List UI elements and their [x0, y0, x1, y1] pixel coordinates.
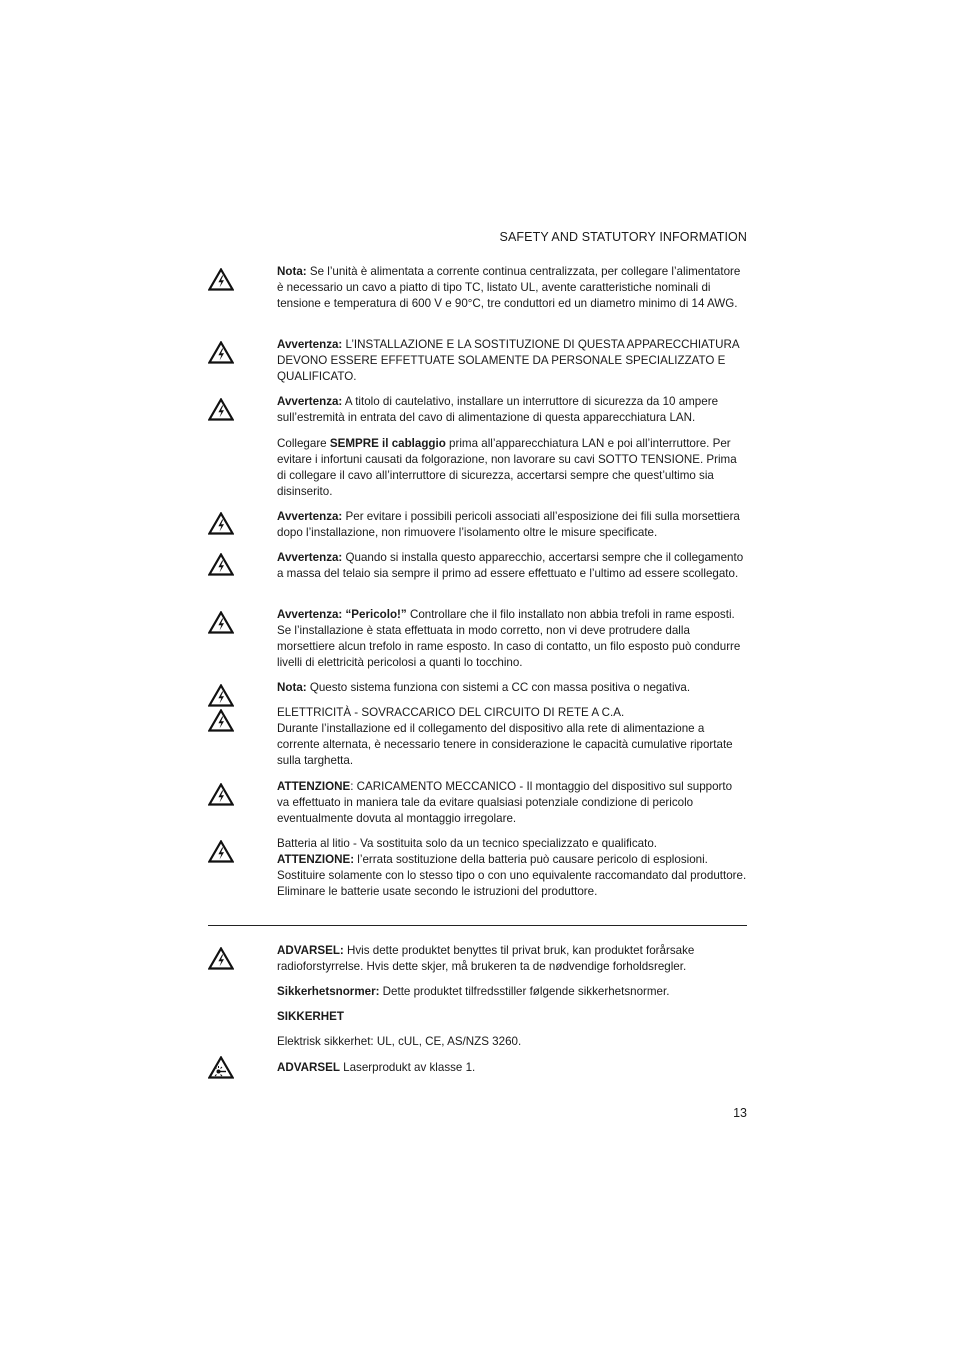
notice-text: Dette produktet tilfredsstiller følgende sikkerhetsnormer.: [379, 985, 670, 998]
notice-label: ADVARSEL:: [277, 944, 344, 957]
notice-label: ATTENZIONE: [277, 780, 351, 793]
section-divider: [208, 925, 747, 926]
notice-text: : CARICAMENTO MECCANICO - Il montaggio del dispositivo sul supporto va effettuato in maniera tale da evitare qualsiasi potenziale condizione di pericolo eventualmente dovuta al montaggio irregolare.: [277, 780, 733, 826]
notice-text: Laserprodukt av klasse 1.: [339, 1061, 476, 1074]
safety-notice: [277, 607, 747, 671]
notice-label: SEMPRE il cablaggio: [329, 437, 446, 450]
warning-triangle-icon: [208, 398, 234, 421]
warning-triangle-icon: [208, 684, 234, 707]
safety-notice: [277, 1060, 747, 1076]
notice-text: Se l’unità è alimentata a corrente continua centralizzata, per collegare l’alimentatore è necessario un cavo a piatto di tipo TC, listato UL, avente caratteristiche nominali di tensione e temperatura di 600 V e 90°C, tre conduttori ed un diametro minimo di 14 AWG.: [277, 265, 741, 311]
warning-triangle-icon: [208, 341, 234, 364]
safety-notice: [277, 394, 747, 426]
notice-text: L’INSTALLAZIONE E LA SOSTITUZIONE DI QUESTA APPARECCHIATURA DEVONO ESSERE EFFETTUATE SOLAMENTE DA PERSONALE SPECIALIZZATO E QUALIFICATO.: [277, 338, 739, 384]
notice-text: Per evitare i possibili pericoli associati all’esposizione dei fili sulla morsettiera dopo l’installazione, non rimuovere l’isolamento oltre le misure specificate.: [277, 510, 740, 540]
notice-label: Avvertenza:: [277, 395, 343, 408]
safety-notice: [277, 943, 747, 975]
notice-text: Batteria al litio - Va sostituita solo da un tecnico specializzato e qualificato.: [277, 837, 658, 850]
notice-text: prima all’apparecchiatura LAN e poi all’interruttore. Per evitare i infortuni causati da folgorazione, non lavorare su cavi SOTTO TENSIONE. Prima di collegare il cavo all’interruttore di sicurezza, accertarsi sempre che quest’ultimo sia disinserito.: [277, 437, 737, 499]
notice-label: Avvertenza:: [277, 510, 343, 523]
notice-label: Avvertenza:: [277, 551, 343, 564]
notice-label: Sikkerhetsnormer:: [277, 985, 380, 998]
safety-notice: [277, 337, 747, 385]
notice-text: A titolo di cautelativo, installare un interruttore di sicurezza da 10 ampere sull’estremità in entrata del cavo di alimentazione di questa apparecchiatura LAN.: [277, 395, 719, 425]
safety-notice: [277, 1034, 747, 1050]
safety-notice: [277, 705, 747, 769]
warning-triangle-icon: [208, 268, 234, 291]
warning-triangle-icon: [208, 783, 234, 806]
warning-triangle-icon: [208, 553, 234, 576]
safety-notice: [277, 550, 747, 582]
warning-triangle-icon: [208, 840, 234, 863]
notice-text: Controllare che il filo installato non abbia trefoli in rame esposti. Se l’installazione è stata effettuata in modo corretto, non vi deve protrudere dalla morsettiere alcun trefolo in rame esposto. In caso di contatto, un filo esposto può condurre livelli di elettricità pericolosi a quanti lo tocchino.: [277, 608, 741, 670]
notice-heading: ELETTRICITÀ - SOVRACCARICO DEL CIRCUITO DI RETE A C.A.: [277, 706, 625, 719]
running-header: SAFETY AND STATUTORY INFORMATION: [499, 230, 747, 244]
safety-notice: [277, 779, 747, 827]
notice-text: Questo sistema funziona con sistemi a CC con massa positiva o negativa.: [306, 681, 691, 694]
notice-label: ATTENZIONE:: [277, 853, 355, 867]
notice-label: Nota:: [277, 265, 307, 278]
notice-text: Collegare: [277, 437, 330, 450]
safety-notice: [277, 836, 747, 900]
safety-notice: [277, 680, 747, 696]
notice-label: Avvertenza:: [277, 338, 343, 351]
safety-notice: [277, 264, 747, 312]
notice-label: ADVARSEL: [277, 1061, 340, 1074]
notice-label: SIKKERHET: [277, 1010, 344, 1023]
notice-label: Nota:: [277, 681, 307, 694]
laser-warning-icon: [208, 1056, 234, 1079]
notice-label: Avvertenza: “Pericolo!”: [277, 608, 407, 621]
safety-notice: [277, 436, 747, 500]
warning-triangle-icon: [208, 512, 234, 535]
safety-notice: [277, 509, 747, 541]
notice-text: Durante l’installazione ed il collegamento del dispositivo alla rete di alimentazione a corrente alternata, è necessario tenere in considerazione le capacità cumulative riportate sulla targhetta.: [277, 722, 733, 768]
notice-text: Quando si installa questo apparecchio, accertarsi sempre che il collegamento a massa del telaio sia sempre il primo ad essere effettuato e l’ultimo ad essere scollegato.: [277, 551, 744, 581]
notice-text: Elektrisk sikkerhet: UL, cUL, CE, AS/NZS 3260.: [277, 1035, 522, 1048]
page-number: 13: [733, 1106, 747, 1120]
notice-text: Hvis dette produktet benyttes til privat bruk, kan produktet forårsake radioforstyrrelse. Hvis dette skjer, må brukeren ta de nødvendige forholdsregler.: [277, 944, 695, 974]
section-heading: [277, 1009, 747, 1025]
warning-triangle-icon: [208, 709, 234, 732]
notice-text: l’errata sostituzione della batteria può causare pericolo di esplosioni. Sostituire solamente con lo stesso tipo o con uno equivalente raccomandato dal produttore. Eliminare le batterie usate secondo le istruzioni del produttore.: [277, 853, 747, 899]
safety-notice: [277, 984, 747, 1000]
warning-triangle-icon: [208, 611, 234, 634]
warning-triangle-icon: [208, 947, 234, 970]
